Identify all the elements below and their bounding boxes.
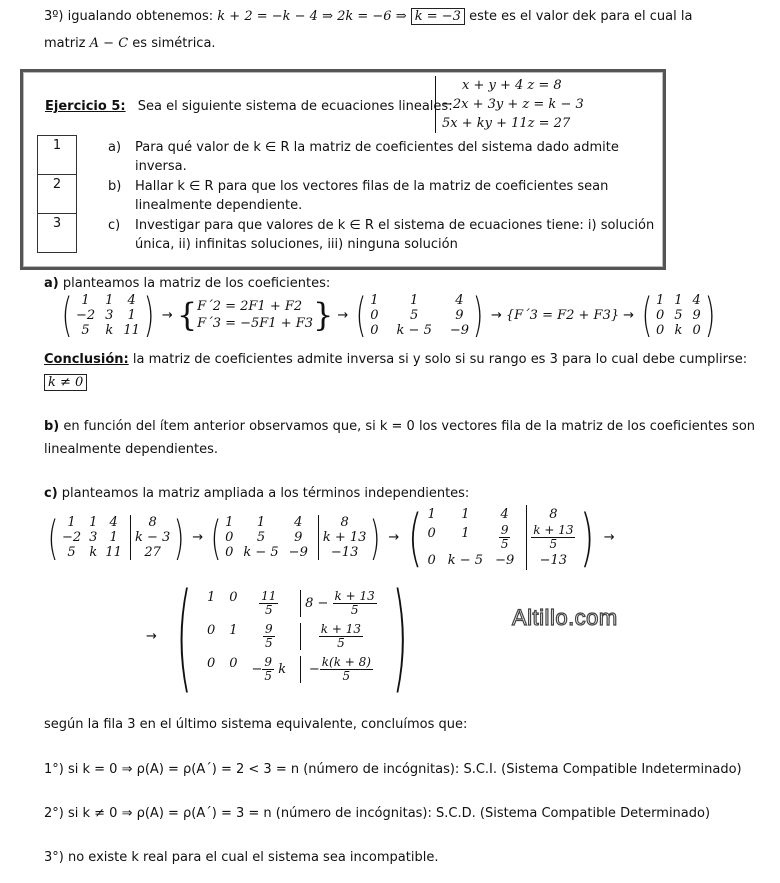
intro-line-1 xyxy=(44,9,692,24)
augmented-1-cell: 4 xyxy=(109,515,118,530)
augmented-3-cell: 1 xyxy=(461,526,470,541)
item-a-letter: a) xyxy=(108,140,122,155)
matrix-a2: ( 1 1 4 0 5 9 0 k − 5 −9 ) xyxy=(355,288,484,342)
conclusions-intro: según la fila 3 en el último sistema equivalente, concluímos que: xyxy=(44,717,468,732)
matrix-a2-cell: 1 xyxy=(410,292,419,308)
item-b xyxy=(108,177,609,213)
augmented-4-cell: 0 xyxy=(206,655,216,671)
matrix-a2-cell: 1 xyxy=(370,292,379,308)
matrix-a1-grid xyxy=(76,293,140,338)
augmented-matrix-4: ( 1 0 $\frac{11}{5}$ 8 − $\frac{k + 13}{5}$ 0 1 $\frac{9}{5}$ $\frac{k + 13}{5}$ 0 0 − $\frac{9}{5}$ k − $\frac{k(k + 8)}{5}$ ) xyxy=(175,567,408,705)
matrix-a1-cell: −2 xyxy=(75,307,96,323)
part-b-line1 xyxy=(44,419,755,434)
matrix-a1: ( 1 1 4 −2 3 1 5 k 11 ) xyxy=(61,288,155,342)
augmented-4-cell: $\frac{k + 13}{5}$ xyxy=(300,623,377,650)
item-b-line1: Hallar k ∈ R para que los vectores filas de la matriz de coeficientes sean xyxy=(135,179,609,194)
matrix-a1-cell: 11 xyxy=(123,322,140,338)
part-b-line2: linealmente dependientes. xyxy=(44,442,219,457)
matrix-a1-cell: k xyxy=(105,322,114,338)
conclusion-1: 1°) si k = 0 ⇒ ρ(A) = ρ(A´) = 2 < 3 = n (número de incógnitas): S.C.I. (Sistema Compatible Indeterminado) xyxy=(44,762,742,777)
item-c-letter: c) xyxy=(108,218,121,233)
number-cell-3 xyxy=(37,213,77,253)
item-a-line1: Para qué valor de k ∈ R la matriz de coeficientes del sistema dado admite xyxy=(135,140,619,155)
matrix-a3-cell: 1 xyxy=(674,292,683,308)
number-3: 3 xyxy=(52,216,62,231)
equation-system xyxy=(435,76,584,133)
number-cell-1 xyxy=(37,135,77,175)
augmented-3-cell: −13 xyxy=(526,551,575,570)
augmented-1-cell: 1 xyxy=(109,530,118,545)
matrix-a2-cell: 5 xyxy=(410,307,419,323)
intro-prefix: 3º) igualando obtenemos: xyxy=(44,9,214,24)
boxed-condition: k ≠ 0 xyxy=(44,374,87,391)
augmented-4-cell: 0 xyxy=(229,655,238,671)
augmented-3-cell: 1 xyxy=(461,507,470,522)
intro-line2-math: A − C xyxy=(89,36,129,51)
row-ops-1: { F´2 = 2F1 + F2 F´3 = −5F1 + F3 } xyxy=(176,296,334,334)
augmented-1-cell: 1 xyxy=(89,515,98,530)
augmented-4-cell: 1 xyxy=(206,589,216,605)
number-2: 2 xyxy=(52,177,62,192)
matrix-a3-cell: 0 xyxy=(655,322,665,338)
augmented-4-cell: 0 xyxy=(206,622,216,638)
part-c-text: planteamos la matriz ampliada a los términos independientes: xyxy=(61,486,470,501)
augmented-1-cell: 11 xyxy=(105,545,122,560)
part-c-reduction-2: → ( 1 0 $\frac{11}{5}$ 8 − $\frac{k + 13}{5}$ 0 1 $\frac{9}{5}$ $\frac{k + 13}{5}$ 0 0 − $\frac{9}{5}$ k − $\frac{k(k + 8)}{5}$ ) xyxy=(146,577,423,695)
matrix-a3-cell: 5 xyxy=(674,307,683,323)
part-a-conclusion xyxy=(44,352,747,367)
matrix-a2-cell: −9 xyxy=(449,322,470,338)
intro-equation: k + 2 = −k − 4 ⇒ 2k = −6 ⇒ xyxy=(217,9,407,24)
intro-boxed-result: k = −3 xyxy=(411,8,465,25)
augmented-2-cell: 5 xyxy=(256,530,266,545)
augmented-2-cell: −9 xyxy=(288,545,308,560)
conclusion-2: 2°) si k ≠ 0 ⇒ ρ(A) = ρ(A´) = 3 = n (número de incógnitas): S.C.D. (Sistema Compatible Determinado) xyxy=(44,806,711,821)
part-a-label: a) xyxy=(44,276,59,291)
augmented-2-cell: 9 xyxy=(294,530,303,545)
matrix-a2-cell: 0 xyxy=(370,322,379,338)
augmented-1-cell: k xyxy=(89,545,98,560)
augmented-4-cell: − $\frac{9}{5}$ k xyxy=(251,654,287,683)
intro-suffix: este es el valor dek para el cual la xyxy=(469,9,693,24)
augmented-4-cell: − $\frac{k(k + 8)}{5}$ xyxy=(300,656,377,683)
matrix-a1-cell: 1 xyxy=(127,307,136,323)
augmented-2-cell: 1 xyxy=(256,515,266,530)
conclusion-3: 3°) no existe k real para el cual el sistema sea incompatible. xyxy=(44,850,439,865)
exercise-header xyxy=(45,99,453,114)
augmented-3-cell: 8 xyxy=(526,505,575,524)
matrix-a3-cell: 0 xyxy=(655,307,665,323)
matrix-a2-grid xyxy=(370,293,469,338)
augmented-grid-2 xyxy=(225,515,366,560)
matrix-a1-cell: 3 xyxy=(105,307,114,323)
item-a xyxy=(108,138,619,174)
augmented-3-cell: −9 xyxy=(495,553,515,568)
augmented-2-cell: 8 xyxy=(318,515,367,530)
matrix-a2-cell: k − 5 xyxy=(396,322,432,338)
augmented-1-cell: 5 xyxy=(67,545,76,560)
part-a-text: planteamos la matriz de los coeficientes: xyxy=(62,276,331,291)
augmented-1-cell: 1 xyxy=(67,515,76,530)
item-c-line1: Investigar para que valores de k ∈ R el sistema de ecuaciones tiene: i) solución xyxy=(135,218,655,233)
augmented-2-cell: k + 13 xyxy=(318,530,367,545)
part-c-label: c) xyxy=(44,486,58,501)
row-op-2: F´3 = −5F1 + F3 xyxy=(197,316,314,331)
part-b-label: b) xyxy=(44,419,60,434)
exercise-statement: Sea el siguiente sistema de ecuaciones lineales: xyxy=(137,99,453,114)
matrix-a2-cell: 4 xyxy=(455,292,464,308)
augmented-grid-3 xyxy=(427,505,575,570)
augmented-2-cell: −13 xyxy=(318,545,367,560)
augmented-3-cell: 4 xyxy=(500,507,509,522)
matrix-a2-cell: 9 xyxy=(455,307,464,323)
part-a-heading xyxy=(44,276,330,291)
item-c-line2: única, ii) infinitas soluciones, iii) ninguna solución xyxy=(135,237,458,252)
item-a-line2: inversa. xyxy=(135,159,187,174)
matrix-a2-cell: 0 xyxy=(370,307,379,323)
augmented-3-cell: k − 5 xyxy=(447,553,484,568)
augmented-2-cell: 0 xyxy=(225,530,234,545)
equation-1: x + y + 4 z = 8 xyxy=(462,78,562,93)
matrix-a3-cell: 0 xyxy=(692,322,701,338)
augmented-1-cell: 8 xyxy=(130,515,170,530)
intro-line-2 xyxy=(44,36,216,51)
matrix-a1-cell: 5 xyxy=(81,322,90,338)
item-c xyxy=(108,216,655,252)
augmented-3-cell: $\frac{9}{5}$ xyxy=(500,523,509,551)
augmented-3-cell: 0 xyxy=(427,553,436,568)
item-b-letter: b) xyxy=(108,179,122,194)
matrix-a3: ( 1 1 4 0 5 9 0 k 0 ) xyxy=(641,288,716,342)
augmented-matrix-2: ( 1 1 4 8 0 5 9 k + 13 0 k − 5 −9 −13 ) xyxy=(210,510,381,565)
part-c-heading xyxy=(44,486,469,501)
matrix-a3-cell: 9 xyxy=(692,307,701,323)
matrix-a3-cell: k xyxy=(674,322,683,338)
number-cell-2 xyxy=(37,174,77,214)
number-1: 1 xyxy=(52,138,62,153)
augmented-4-cell: $\frac{9}{5}$ xyxy=(264,621,273,650)
augmented-4-cell: $\frac{11}{5}$ xyxy=(261,588,277,617)
equation-2: −2x + 3y + z = k − 3 xyxy=(442,97,584,112)
augmented-3-cell: 0 xyxy=(427,526,436,541)
augmented-matrix-1: ( 1 1 4 8 −2 3 1 k − 3 5 k 11 27 ) xyxy=(47,510,185,565)
matrix-a1-cell: 4 xyxy=(127,292,136,308)
augmented-4-cell: 0 xyxy=(229,589,238,605)
row-op-3: {F´3 = F2 + F3} xyxy=(505,307,620,323)
part-a-reduction: ( 1 1 4 −2 3 1 5 k 11 ) → { F´2 = 2F1 + F2 F´3 = −5F1 + F3 } → ( 1 1 4 0 5 9 0 k − 5 −9 ) → {F´3 = F2 + F3} → ( 1 1 4 0 5 9 0 k 0 ) xyxy=(58,292,719,338)
exercise-title: Ejercicio 5: xyxy=(45,99,126,114)
augmented-matrix-3: ( 1 1 4 8 0 1 $\frac{9}{5}$ $\frac{k + 13}{5}$ 0 k − 5 −9 −13 ) xyxy=(408,500,595,574)
augmented-2-cell: 1 xyxy=(225,515,234,530)
equation-3: 5x + ky + 11z = 27 xyxy=(442,116,571,131)
intro-line2-suffix: es simétrica. xyxy=(132,36,216,51)
matrix-a1-cell: 1 xyxy=(81,292,90,308)
augmented-4-cell: 8 − $\frac{k + 13}{5}$ xyxy=(300,590,377,617)
augmented-3-cell: $\frac{k + 13}{5}$ xyxy=(526,524,575,551)
exercise-panel xyxy=(20,69,666,270)
row-op-1: F´2 = 2F1 + F2 xyxy=(197,299,303,314)
augmented-grid-4 xyxy=(207,590,377,683)
conclusion-label: Conclusión: xyxy=(44,352,129,367)
augmented-3-cell: 1 xyxy=(427,507,436,522)
augmented-grid-1 xyxy=(62,515,170,560)
intro-line2-prefix: matriz xyxy=(44,36,86,51)
augmented-1-cell: 3 xyxy=(89,530,98,545)
matrix-a3-cell: 1 xyxy=(655,292,665,308)
matrix-a3-cell: 4 xyxy=(692,292,701,308)
matrix-a1-cell: 1 xyxy=(105,292,114,308)
item-b-line2: linealmente dependiente. xyxy=(135,198,303,213)
watermark-logo: Altillo.com xyxy=(512,605,618,630)
augmented-2-cell: 4 xyxy=(294,515,303,530)
part-b-text1: en función del ítem anterior observamos que, si k = 0 los vectores fila de la matriz de los coeficientes son xyxy=(63,419,756,434)
augmented-1-cell: −2 xyxy=(61,530,82,545)
augmented-4-cell: 1 xyxy=(229,622,238,638)
part-c-reduction-1: ( 1 1 4 8 −2 3 1 k − 3 5 k 11 27 ) → ( 1 1 4 8 0 5 9 k + 13 0 k − 5 −9 −13 ) → ( 1 1 4 8 0 1 $\frac{9}{5}$ $\frac{k + 13}{5}$ 0 k − 5 −9 −13 ) → xyxy=(44,505,615,570)
conclusion-text: la matriz de coeficientes admite inversa si y solo si su rango es 3 para lo cual debe cumplirse: xyxy=(132,352,748,367)
augmented-1-cell: k − 3 xyxy=(130,530,170,545)
augmented-2-cell: 0 xyxy=(225,545,234,560)
matrix-a3-grid xyxy=(656,293,701,338)
augmented-2-cell: k − 5 xyxy=(243,545,279,560)
augmented-1-cell: 27 xyxy=(130,545,170,560)
